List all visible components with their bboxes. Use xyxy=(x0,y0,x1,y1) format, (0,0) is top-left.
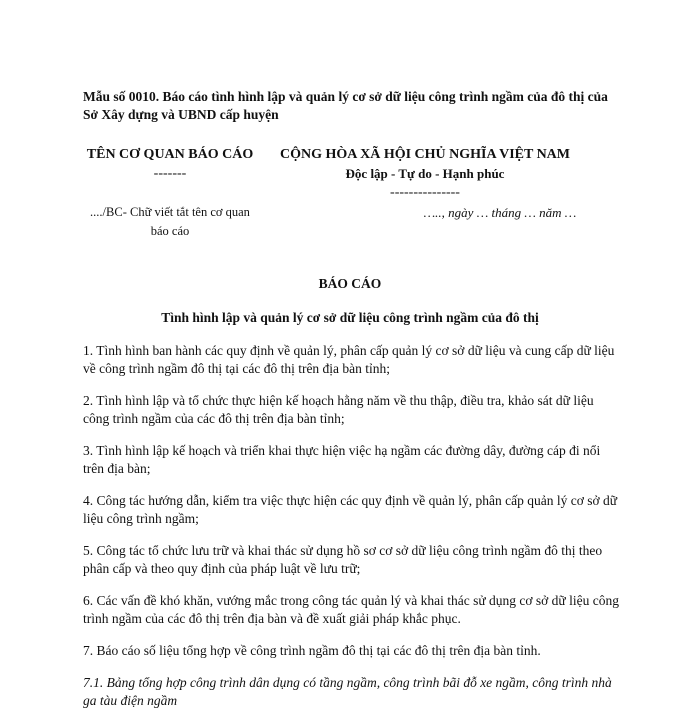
report-item-5: 5. Công tác tổ chức lưu trữ và khai thác sử dụng hồ sơ cơ sở dữ liệu công trình ngầm đô thị theo phân cấp và theo quy định của pháp luật về lưu trữ; xyxy=(83,543,603,576)
report-subtitle: Tình hình lập và quản lý cơ sở dữ liệu công trình ngầm của đô thị xyxy=(161,310,539,325)
report-item-7: 7. Báo cáo số liệu tổng hợp về công trình ngầm đô thị tại các đô thị trên địa bàn tỉnh. xyxy=(83,643,541,658)
report-items xyxy=(83,342,623,724)
report-item-4: 4. Công tác hướng dẫn, kiểm tra việc thực hiện các quy định về quản lý, phân cấp quản lý cơ sở dữ liệu công trình ngầm; xyxy=(83,493,618,526)
report-item-6: 6. Các vấn đề khó khăn, vướng mắc trong công tác quản lý và khai thác sử dụng cơ sở dữ liệu công trình ngầm của các đô thị trên địa bàn và đề xuất giải pháp khắc phục. xyxy=(83,593,619,626)
agency-header xyxy=(80,145,260,183)
form-title: Mẫu số 0010. Báo cáo tình hình lập và quản lý cơ sở dữ liệu công trình ngầm của đô thị của Sở Xây dựng và UBND cấp huyện xyxy=(83,89,608,122)
country-name: CỘNG HÒA XÃ HỘI CHỦ NGHĨA VIỆT NAM xyxy=(279,147,570,162)
report-item-2: 2. Tình hình lập và tổ chức thực hiện kế hoạch hằng năm về thu thập, điều tra, khảo sát dữ liệu công trình ngầm của các đô thị trên địa bàn tỉnh; xyxy=(83,393,594,426)
agency-name: TÊN CƠ QUAN BÁO CÁO xyxy=(86,147,254,162)
agency-separator: ------- xyxy=(153,166,187,181)
date-line: ….., ngày … tháng … năm … xyxy=(423,205,577,220)
report-item-1: 1. Tình hình ban hành các quy định về quản lý, phân cấp quản lý cơ sở dữ liệu và cung cấp dữ liệu về công trình ngầm đô thị tại các đô thị trên địa bàn tỉnh; xyxy=(83,343,615,376)
report-number xyxy=(80,203,260,241)
motto-separator: --------------- xyxy=(390,185,460,200)
report-number-line: ..../BC- Chữ viết tắt tên cơ quan xyxy=(90,205,250,219)
national-header xyxy=(270,145,580,202)
report-subitem-7-1: 7.1. Bảng tổng hợp công trình dân dụng có tầng ngầm, công trình bãi đỗ xe ngầm, công trình nhà ga tàu điện ngầm xyxy=(83,675,612,708)
report-title: BÁO CÁO xyxy=(318,276,382,291)
report-item-3: 3. Tình hình lập kế hoạch và triển khai thực hiện việc hạ ngầm các đường dây, đường cáp đi nổi trên địa bàn; xyxy=(83,443,601,476)
report-number-line2: báo cáo xyxy=(150,224,190,238)
national-motto: Độc lập - Tự do - Hạnh phúc xyxy=(345,166,505,181)
